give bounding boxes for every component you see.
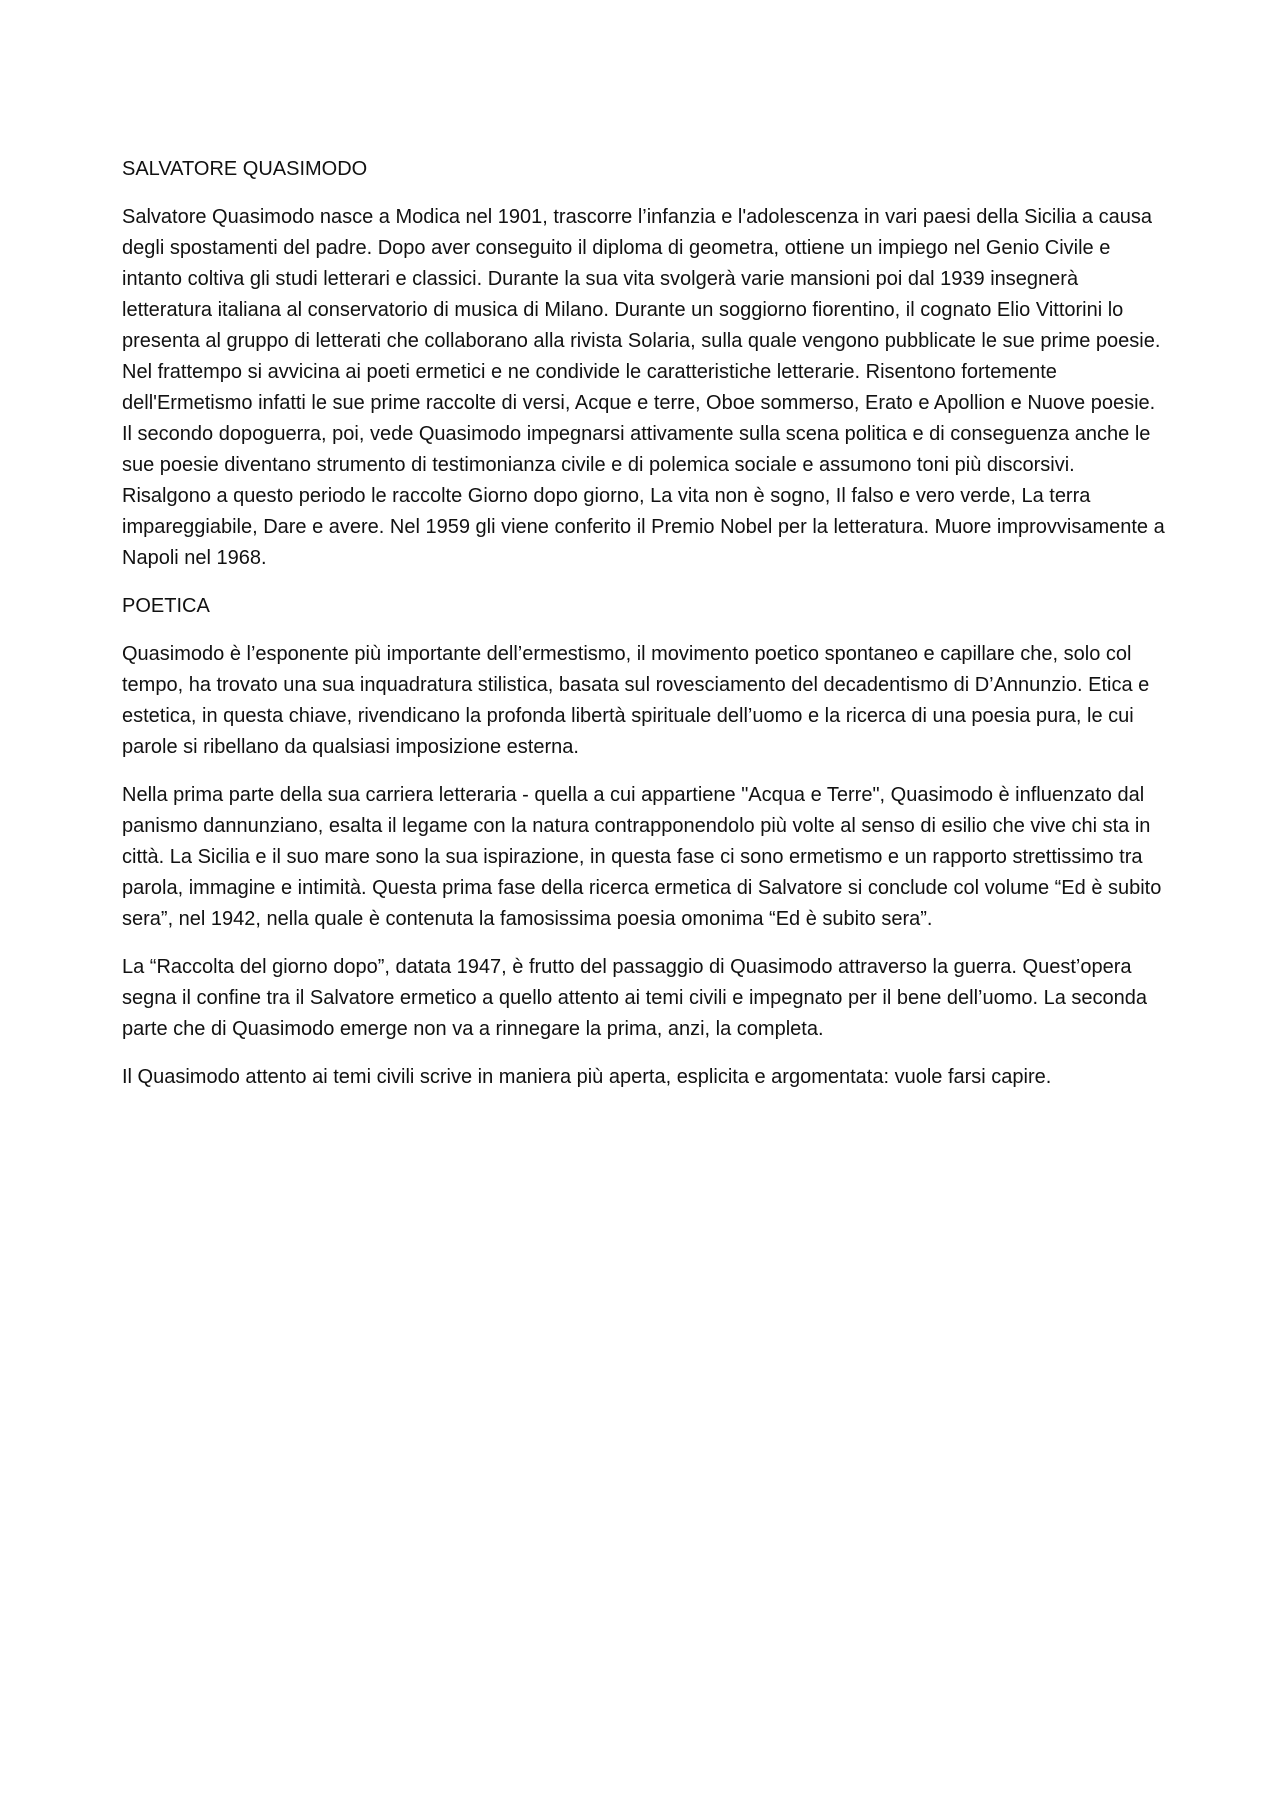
biography-paragraph: Salvatore Quasimodo nasce a Modica nel 1901, trascorre l’infanzia e l'adolescenza in vari paesi della Sicilia a causa degli spostamenti del padre. Dopo aver conseguito il diploma di geometra, ottiene un impiego nel Genio Civile e intanto coltiva gli studi letterari e classici. Durante la sua vita svolgerà varie mansioni poi dal 1939 insegnerà letteratura italiana al conservatorio di musica di Milano. Durante un soggiorno fiorentino, il cognato Elio Vittorini lo presenta al gruppo di letterati che collaborano alla rivista Solaria, sulla quale vengono pubblicate le sue prime poesie. Nel frattempo si avvicina ai poeti ermetici e ne condivide le caratteristiche letterarie. Risentono fortemente dell'Ermetismo infatti le sue prime raccolte di versi, Acque e terre, Oboe sommerso, Erato e Apollion e Nuove poesie. Il secondo dopoguerra, poi, vede Quasimodo impegnarsi attivamente sulla scena politica e di conseguenza anche le sue poesie diventano strumento di testimonianza civile e di polemica sociale e assumono toni più discorsivi. Risalgono a questo periodo le raccolte Giorno dopo giorno, La vita non è sogno, Il falso e vero verde, La terra impareggiabile, Dare e avere. Nel 1959 gli viene conferito il Premio Nobel per la letteratura. Muore improvvisamente a Napoli nel 1968. [122,206,1165,569]
poetica-paragraph-4: Il Quasimodo attento ai temi civili scrive in maniera più aperta, esplicita e argomentata: vuole farsi capire. [122,1066,1052,1088]
poetica-paragraph-3: La “Raccolta del giorno dopo”, datata 1947, è frutto del passaggio di Quasimodo attraverso la guerra. Quest’opera segna il confine tra il Salvatore ermetico a quello attento ai temi civili e impegnato per il bene dell’uomo. La seconda parte che di Quasimodo emerge non va a rinnegare la prima, anzi, la completa. [122,956,1148,1040]
poetica-paragraph-2: Nella prima parte della sua carriera letteraria - quella a cui appartiene "Acqua e Terre", Quasimodo è influenzato dal panismo dannunziano, esalta il legame con la natura contrapponendolo più volte al senso di esilio che vive chi sta in città. La Sicilia e il suo mare sono la sua ispirazione, in questa fase ci sono ermetismo e un rapporto strettissimo tra parola, immagine e intimità. Questa prima fase della ricerca ermetica di Salvatore si conclude col volume “Ed è subito sera”, nel 1942, nella quale è contenuta la famosissima poesia omonima “Ed è subito sera”. [122,784,1162,930]
document-body [122,154,1167,1110]
section-heading-poetica: POETICA [122,595,210,617]
poetica-paragraph-1: Quasimodo è l’esponente più importante dell’ermestismo, il movimento poetico spontaneo e capillare che, solo col tempo, ha trovato una sua inquadratura stilistica, basata sul rovesciamento del decadentismo di D’Annunzio. Etica e estetica, in questa chiave, rivendicano la profonda libertà spirituale dell’uomo e la ricerca di una poesia pura, le cui parole si ribellano da qualsiasi imposizione esterna. [122,643,1150,758]
document-title: SALVATORE QUASIMODO [122,158,368,180]
